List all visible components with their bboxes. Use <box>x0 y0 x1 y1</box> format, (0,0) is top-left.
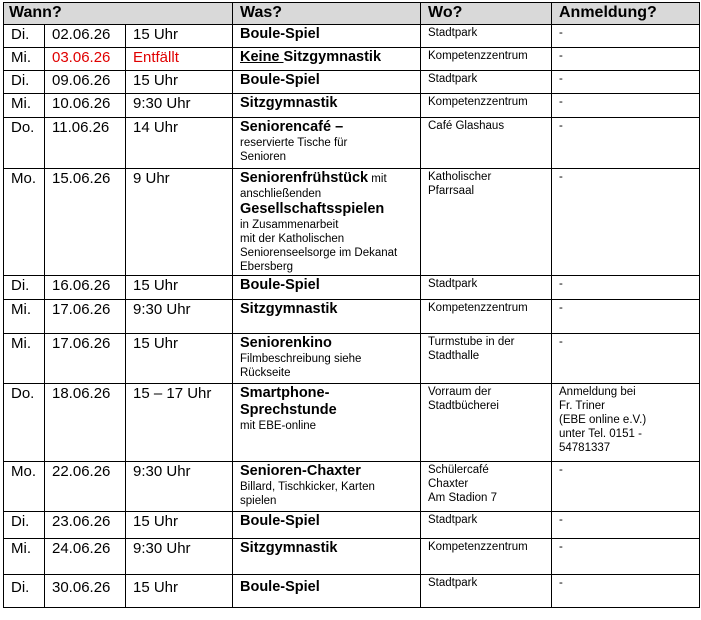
date-cell: 02.06.26 <box>45 25 126 48</box>
registration-line: 54781337 <box>559 442 611 454</box>
registration-line: Anmeldung bei <box>559 386 636 398</box>
event-subtitle: Gesellschaftsspielen <box>240 201 385 217</box>
event-detail-line: Rückseite <box>240 367 291 379</box>
location-cell: Stadtpark <box>421 71 552 94</box>
date-cell: 22.06.26 <box>45 462 126 512</box>
location-cell: Stadtpark <box>421 512 552 539</box>
event-cell <box>233 462 421 512</box>
time-cell: 9:30 Uhr <box>126 94 233 118</box>
location-line: Pfarrsaal <box>428 185 475 197</box>
event-title-cancel-prefix: Keine <box>240 49 284 65</box>
event-cell <box>233 539 421 575</box>
day-cell: Mo. <box>4 462 45 512</box>
table-row <box>4 384 700 462</box>
date-cell: 17.06.26 <box>45 334 126 384</box>
event-detail-line: in Zusammenarbeit <box>240 219 339 231</box>
event-cell <box>233 48 421 71</box>
table-row <box>4 169 700 276</box>
table-row <box>4 575 700 608</box>
day-cell: Di. <box>4 71 45 94</box>
date-cell: 10.06.26 <box>45 94 126 118</box>
event-detail-line: Filmbeschreibung siehe <box>240 353 362 365</box>
day-cell: Do. <box>4 384 45 462</box>
date-cell: 09.06.26 <box>45 71 126 94</box>
day-cell: Di. <box>4 25 45 48</box>
time-cell: 9 Uhr <box>126 169 233 276</box>
registration-cell: - <box>552 575 700 608</box>
registration-cell <box>552 384 700 462</box>
table-row <box>4 462 700 512</box>
registration-cell: - <box>552 118 700 169</box>
day-cell: Do. <box>4 118 45 169</box>
registration-cell: - <box>552 169 700 276</box>
time-cell: 9:30 Uhr <box>126 539 233 575</box>
table-row <box>4 94 700 118</box>
event-title: Seniorenkino <box>240 335 332 351</box>
event-cell <box>233 300 421 334</box>
registration-cell: - <box>552 48 700 71</box>
header-was: Was? <box>233 3 421 25</box>
event-cell <box>233 575 421 608</box>
event-title: Boule-Spiel <box>240 513 320 529</box>
registration-line: unter Tel. 0151 - <box>559 428 642 440</box>
registration-cell: - <box>552 334 700 384</box>
location-cell: Café Glashaus <box>421 118 552 169</box>
day-cell: Di. <box>4 575 45 608</box>
time-cell: 15 Uhr <box>126 334 233 384</box>
registration-cell: - <box>552 94 700 118</box>
registration-cell: - <box>552 25 700 48</box>
date-cell: 17.06.26 <box>45 300 126 334</box>
day-cell: Di. <box>4 512 45 539</box>
event-title: Seniorencafé <box>240 119 332 135</box>
event-title: Boule-Spiel <box>240 72 320 88</box>
day-cell: Mi. <box>4 300 45 334</box>
event-detail-line: Ebersberg <box>240 261 294 273</box>
table-row <box>4 118 700 169</box>
location-line: Turmstube in der <box>428 336 515 348</box>
event-title: Senioren-Chaxter <box>240 463 361 479</box>
time-cell: 14 Uhr <box>126 118 233 169</box>
header-wann: Wann? <box>4 3 233 25</box>
location-line: Am Stadion 7 <box>428 492 498 504</box>
day-cell: Mo. <box>4 169 45 276</box>
registration-cell: - <box>552 539 700 575</box>
registration-line: (EBE online e.V.) <box>559 414 647 426</box>
event-cell <box>233 512 421 539</box>
day-cell: Mi. <box>4 334 45 384</box>
event-title: Sitzgymnastik <box>240 301 338 317</box>
event-cell <box>233 276 421 300</box>
event-title: Boule-Spiel <box>240 26 320 42</box>
location-cell: Stadtpark <box>421 575 552 608</box>
event-detail-line: anschließenden <box>240 188 322 200</box>
day-cell: Mi. <box>4 94 45 118</box>
time-cell-cancelled: Entfällt <box>126 48 233 71</box>
registration-cell: - <box>552 462 700 512</box>
event-cell <box>233 169 421 276</box>
date-cell: 24.06.26 <box>45 539 126 575</box>
event-title: Sitzgymnastik <box>240 95 338 111</box>
day-cell: Di. <box>4 276 45 300</box>
event-title: Boule-Spiel <box>240 579 320 595</box>
table-row <box>4 48 700 71</box>
location-line: Stadtbücherei <box>428 400 499 412</box>
date-cell-cancelled: 03.06.26 <box>45 48 126 71</box>
registration-cell: - <box>552 512 700 539</box>
event-title-suffix: – <box>331 119 344 135</box>
registration-line: Fr. Triner <box>559 400 606 412</box>
location-cell <box>421 334 552 384</box>
location-line: Katholischer <box>428 171 492 183</box>
event-title: Sprechstunde <box>240 402 337 418</box>
location-cell <box>421 462 552 512</box>
event-cell <box>233 25 421 48</box>
time-cell: 15 Uhr <box>126 71 233 94</box>
time-cell: 9:30 Uhr <box>126 300 233 334</box>
location-cell: Kompetenzzentrum <box>421 300 552 334</box>
time-cell: 15 Uhr <box>126 25 233 48</box>
registration-cell: - <box>552 276 700 300</box>
table-row <box>4 300 700 334</box>
location-cell: Stadtpark <box>421 276 552 300</box>
event-title: Seniorenfrühstück <box>240 170 369 186</box>
event-title: Sitzgymnastik <box>240 540 338 556</box>
time-cell: 9:30 Uhr <box>126 462 233 512</box>
table-row <box>4 334 700 384</box>
table-row <box>4 276 700 300</box>
time-cell: 15 – 17 Uhr <box>126 384 233 462</box>
schedule-table <box>3 2 700 608</box>
day-cell: Mi. <box>4 539 45 575</box>
date-cell: 16.06.26 <box>45 276 126 300</box>
time-cell: 15 Uhr <box>126 276 233 300</box>
time-cell: 15 Uhr <box>126 512 233 539</box>
table-row <box>4 71 700 94</box>
event-title: Sitzgymnastik <box>283 49 382 65</box>
registration-cell: - <box>552 71 700 94</box>
date-cell: 23.06.26 <box>45 512 126 539</box>
location-cell: Stadtpark <box>421 25 552 48</box>
event-title: Smartphone- <box>240 385 330 401</box>
date-cell: 30.06.26 <box>45 575 126 608</box>
date-cell: 11.06.26 <box>45 118 126 169</box>
location-line: Vorraum der <box>428 386 492 398</box>
header-wo: Wo? <box>421 3 552 25</box>
event-cell <box>233 71 421 94</box>
event-cell <box>233 334 421 384</box>
table-row <box>4 25 700 48</box>
event-detail-line: Billard, Tischkicker, Karten <box>240 481 375 493</box>
event-cell <box>233 94 421 118</box>
location-cell: Kompetenzzentrum <box>421 539 552 575</box>
location-cell <box>421 169 552 276</box>
location-cell: Kompetenzzentrum <box>421 94 552 118</box>
location-cell: Kompetenzzentrum <box>421 48 552 71</box>
event-detail-line: mit EBE-online <box>240 420 317 432</box>
event-cell <box>233 384 421 462</box>
time-cell: 15 Uhr <box>126 575 233 608</box>
table-row <box>4 539 700 575</box>
date-cell: 18.06.26 <box>45 384 126 462</box>
event-detail-line: mit der Katholischen <box>240 233 345 245</box>
event-detail-line: reservierte Tische für <box>240 137 348 149</box>
table-row <box>4 512 700 539</box>
event-detail-line: spielen <box>240 495 277 507</box>
event-cell <box>233 118 421 169</box>
day-cell: Mi. <box>4 48 45 71</box>
location-line: Chaxter <box>428 478 469 490</box>
location-line: Stadthalle <box>428 350 480 362</box>
event-detail-line: Seniorenseelsorge im Dekanat <box>240 247 398 259</box>
registration-cell: - <box>552 300 700 334</box>
event-title-suffix: mit <box>368 173 387 185</box>
location-line: Schülercafé <box>428 464 489 476</box>
location-cell <box>421 384 552 462</box>
event-title: Boule-Spiel <box>240 277 320 293</box>
header-row <box>4 3 700 25</box>
date-cell: 15.06.26 <box>45 169 126 276</box>
header-anmeldung: Anmeldung? <box>552 3 700 25</box>
event-detail-line: Senioren <box>240 151 287 163</box>
